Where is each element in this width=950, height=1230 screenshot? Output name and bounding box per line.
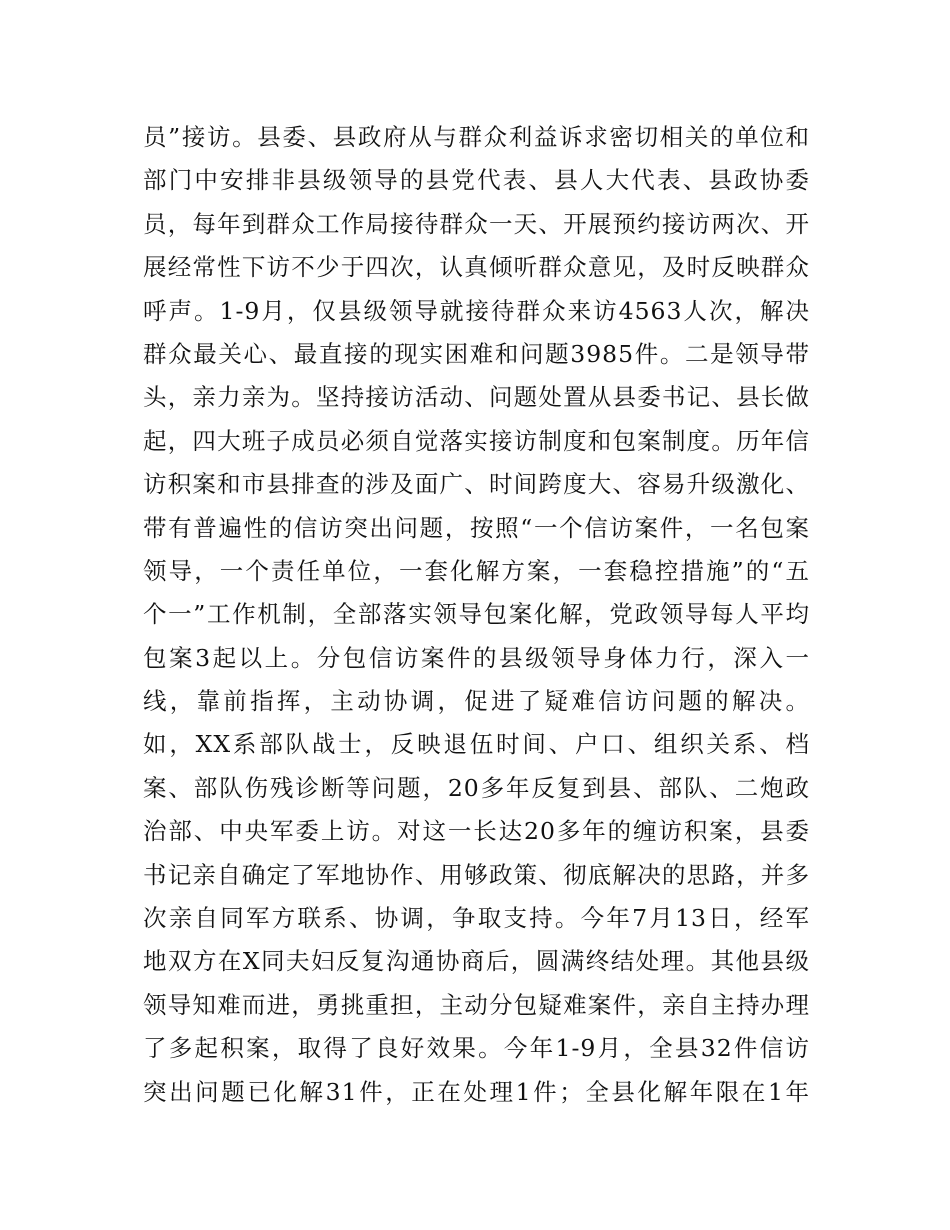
body-paragraph: [143, 116, 810, 1114]
text-line: 部门中安排非县级领导的县党代表、县人大代表、县政协委: [143, 166, 810, 195]
text-line: 群众最关心、最直接的现实困难和问题3985件。二是领导带: [143, 339, 810, 368]
text-line: 领导，一个责任单位，一套化解方案，一套稳控措施”的“五: [143, 556, 810, 585]
text-line: 案、部队伤残诊断等问题，20多年反复到县、部队、二炮政: [143, 773, 810, 802]
text-line: 地双方在X同夫妇反复沟通协商后，圆满终结处理。其他县级: [143, 947, 810, 976]
text-line: 突出问题已化解31件，正在处理1件；全县化解年限在1年: [143, 1077, 810, 1106]
text-line: 呼声。1-9月，仅县级领导就接待群众来访4563人次，解决: [143, 296, 810, 325]
text-line: 了多起积案，取得了良好效果。今年1-9月，全县32件信访: [143, 1034, 810, 1063]
text-line: 如，XX系部队战士，反映退伍时间、户口、组织关系、档: [143, 730, 810, 759]
text-line: 次亲自同军方联系、协调，争取支持。今年7月13日，经军: [143, 904, 810, 933]
text-line: 起，四大班子成员必须自觉落实接访制度和包案制度。历年信: [143, 426, 810, 455]
text-line: 访积案和市县排查的涉及面广、时间跨度大、容易升级激化、: [143, 470, 810, 499]
text-line: 书记亲自确定了军地协作、用够政策、彻底解决的思路，并多: [143, 860, 810, 889]
text-line: 线，靠前指挥，主动协调，促进了疑难信访问题的解决。: [143, 687, 810, 716]
text-line: 治部、中央军委上访。对这一长达20多年的缠访积案，县委: [143, 817, 810, 846]
text-line: 个一”工作机制，全部落实领导包案化解，党政领导每人平均: [143, 600, 810, 629]
text-line: 展经常性下访不少于四次，认真倾听群众意见，及时反映群众: [143, 253, 810, 282]
text-line: 带有普遍性的信访突出问题，按照“一个信访案件，一名包案: [143, 513, 810, 542]
text-line: 头，亲力亲为。坚持接访活动、问题处置从县委书记、县长做: [143, 383, 810, 412]
text-line: 员，每年到群众工作局接待群众一天、开展预约接访两次、开: [143, 209, 810, 238]
text-line: 员”接访。县委、县政府从与群众利益诉求密切相关的单位和: [143, 123, 810, 151]
text-line: 包案3起以上。分包信访案件的县级领导身体力行，深入一: [143, 643, 810, 672]
text-line: 领导知难而进，勇挑重担，主动分包疑难案件，亲自主持办理: [143, 990, 810, 1019]
